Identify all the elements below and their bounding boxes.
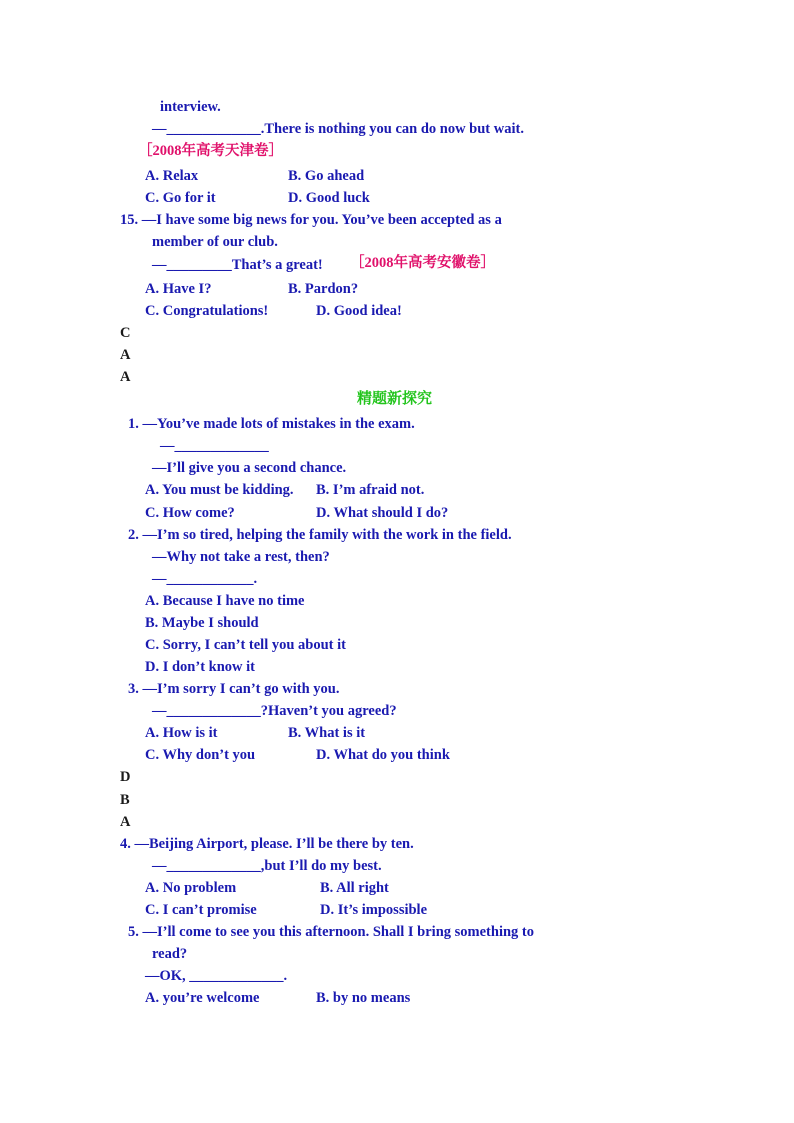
n4-option-b: B. All right	[320, 880, 389, 896]
n2-option-c: C. Sorry, I can’t tell you about it	[145, 637, 346, 653]
q14-source: ［2008年高考天津卷］	[138, 143, 283, 159]
n2-option-a: A. Because I have no time	[145, 593, 305, 609]
n3-option-b: B. What is it	[288, 725, 366, 741]
q15-line1: 15. —I have some big news for you. You’ve been accepted as a	[120, 212, 502, 228]
n1-option-d: D. What should I do?	[316, 505, 449, 521]
n2-option-d: D. I don’t know it	[145, 659, 255, 675]
n5-line1: 5. —I’ll come to see you this afternoon. Shall I bring something to	[128, 924, 534, 940]
n2-line3: —____________.	[152, 571, 258, 587]
answer-2: A	[120, 347, 131, 363]
q15-source: ［2008年高考安徽卷］	[350, 255, 495, 271]
n4-option-a: A. No problem	[145, 880, 237, 896]
answer-3: A	[120, 369, 131, 385]
q15-option-a: A. Have I?	[145, 281, 212, 297]
n1-line1: 1. —You’ve made lots of mistakes in the exam.	[128, 416, 415, 432]
q15-option-d: D. Good idea!	[316, 303, 402, 319]
n4-option-c: C. I can’t promise	[145, 902, 257, 918]
n3-option-d: D. What do you think	[316, 747, 450, 763]
n4-option-d: D. It’s impossible	[320, 902, 428, 918]
n2-line2: —Why not take a rest, then?	[152, 549, 330, 565]
n5-line2: read?	[152, 946, 188, 962]
n1-option-b: B. I’m afraid not.	[316, 482, 425, 498]
answer-5: B	[120, 792, 130, 808]
answer-6: A	[120, 814, 131, 830]
n5-line3: —OK, _____________.	[145, 968, 288, 984]
n1-line3: —I’ll give you a second chance.	[152, 460, 347, 476]
n3-option-a: A. How is it	[145, 725, 218, 741]
n1-option-a: A. You must be kidding.	[145, 482, 294, 498]
q14-line2: —_____________.There is nothing you can do now but wait.	[152, 121, 524, 137]
q15-line3: —_________That’s a great!	[152, 257, 323, 273]
n2-line1: 2. —I’m so tired, helping the family with the work in the field.	[128, 527, 512, 543]
q14-option-c: C. Go for it	[145, 190, 216, 206]
q14-line1: interview.	[160, 99, 221, 115]
q14-option-b: B. Go ahead	[288, 168, 365, 184]
n5-option-b: B. by no means	[316, 990, 411, 1006]
n2-option-b: B. Maybe I should	[145, 615, 259, 631]
n3-option-c: C. Why don’t you	[145, 747, 256, 763]
section-title: 精题新探究	[357, 391, 433, 407]
n4-line2: —_____________,but I’ll do my best.	[152, 858, 382, 874]
n1-option-c: C. How come?	[145, 505, 235, 521]
n1-line2: —_____________	[160, 438, 269, 454]
n3-line2: —_____________?Haven’t you agreed?	[152, 703, 397, 719]
q14-option-d: D. Good luck	[288, 190, 370, 206]
q15-option-c: C. Congratulations!	[145, 303, 269, 319]
q15-line2: member of our club.	[152, 234, 278, 250]
n3-line1: 3. —I’m sorry I can’t go with you.	[128, 681, 340, 697]
answer-1: C	[120, 325, 131, 341]
n5-option-a: A. you’re welcome	[145, 990, 260, 1006]
n4-line1: 4. —Beijing Airport, please. I’ll be there by ten.	[120, 836, 414, 852]
answer-4: D	[120, 769, 131, 785]
q14-option-a: A. Relax	[145, 168, 199, 184]
q15-option-b: B. Pardon?	[288, 281, 359, 297]
